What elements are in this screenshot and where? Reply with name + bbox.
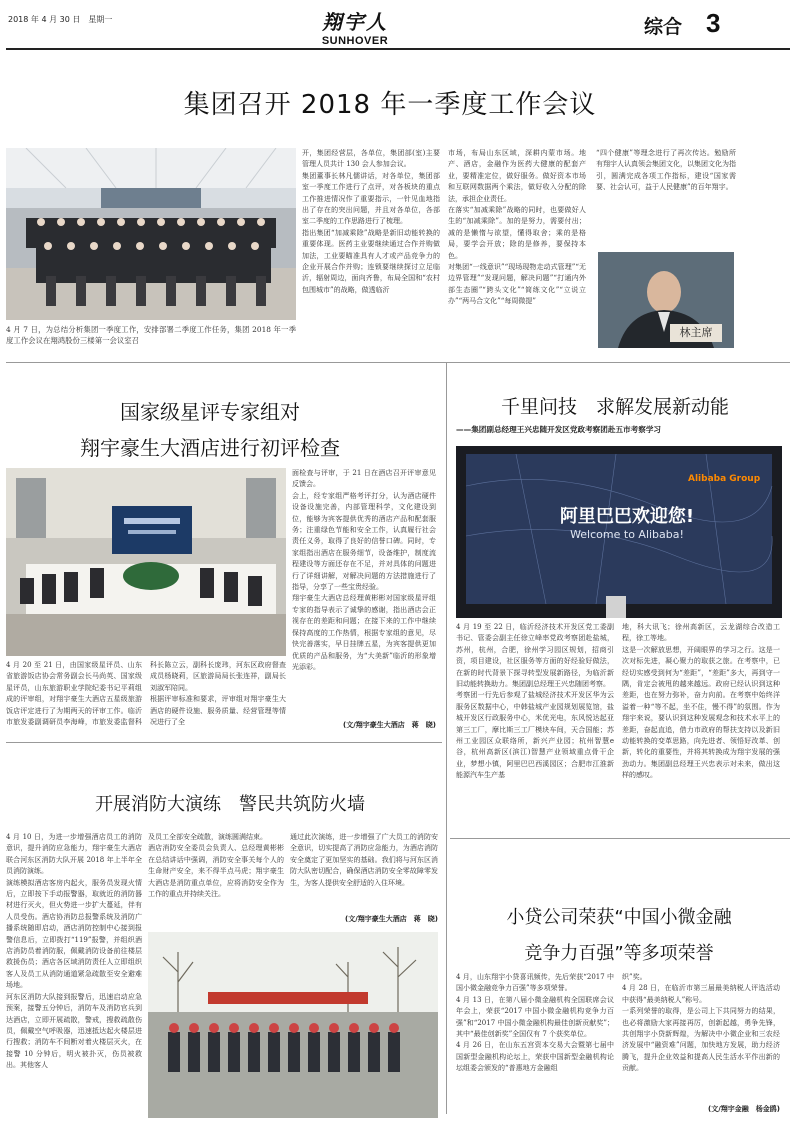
article3-subtitle: ——集团副总经理王兴忠随开发区党政考察团赴五市考察学习 <box>456 425 662 434</box>
article4-col2-text: 及员工全部安全疏散，演练圆满结束。 酒店消防安全委员会负责人、总经理黄彬彬在总结讲话中强调，消防安全事关每个人的生命财产安全，来不得半点马虎；翔宇豪生大酒店是消防重点单位，应将消防安全作为工作的重点并持续关注。 <box>148 833 284 899</box>
article3-column-2 <box>622 622 780 830</box>
screen-welcome-cn: 阿里巴巴欢迎您! <box>559 506 695 527</box>
article3-col2-text: 地，科大讯飞；徐州高新区，云龙湖综合改造工程，徐工等地。 这是一次解放思想，开阔眼界的学习之行。这是一次对标先进，凝心聚力的取获之旅。在考察中，已经切实感受到何为“差距”，“差距”多大，再到守一隅，肯定会被甩的越来越远。政府已经认识到这种差距，也在努力弥补，奋力向前。在考察中始终洋溢着一种“等不起，坐不住，慢不得”的氛围。作为翔宇来说，要认识到这种发展观念和技术水平上的差距，奋起直追，借力市政府的帮扶支持以及新旧动能转换的变革思路，向先进者、领悟好改革、创新，转化的重要性，并将其转换成为翔宇发展的强劲动力。集团副总经理王兴忠表示对未来，做出这样的感叹。 <box>622 623 780 780</box>
article5-column-2 <box>622 972 780 1104</box>
article1-col3-text: “四个健康”等理念进行了再次传达。勉励所有翔宇人认真领会集团文化，以集团文化为指引，圆满完成各项工作指标，建设“国家需要、社会认可，益于人民健康”的百年翔宇。 <box>596 149 736 192</box>
section-name: 综合 <box>644 16 683 38</box>
alibaba-visit-photo <box>456 446 782 618</box>
divider <box>6 742 442 743</box>
article1-photo-caption: 4 月 7 日，为总结分析集团一季度工作，安排部署二季度工作任务，集团 2018 年一季度工作会议在翔鸿股份三楼第一会议室召 <box>6 325 296 346</box>
article2-intro-paragraph: 4 月 20 至 21 日，由国家级星评员、山东省旅游饭店协会常务副会长马尚英、国家级星评员，山东旅游职业学院纪委书记平莉组成的评审组，对翔宇豪生大酒店五星级旅游饭店评定进行了为期两天的评审工作。临沂市旅发委副调研员李海峰，市旅发委监督科科长陈立云，副科长庞玮，河东区政府督查成员杨晓莉，区旅游局局长张连祥，副局长刘淑军陪同。 根据评审标准和要求，评审组对翔宇豪生大酒店的硬件设施、服务质量、经营管理等情况进行了全 <box>6 661 286 727</box>
article1-col1-text: 开，集团经营层，各单位，集团部(室)主要管理人员共计 130 会人参加会议。 集团董事长林凡儒讲话，对各单位，集团部室一季度工作进行了点评，对各板块的重点工作推进情况作了重要指示，一针见血地指出了存在的突出问题，并且对各单位，各部室二季度的工作思路进行了梳理。 指出集团“加减乘除”战略是新旧动能转换的重要体现。医药主业要继续通过合作并购做加法，工业要瞄准具有人才或产品竞争力的企业开展合作并购；连锁要继续探讨立足临沂，辐射周边，面向齐鲁，布局全国和“农村包围城市”的战略，做透临沂 <box>302 149 440 294</box>
article5-title <box>456 900 782 972</box>
logo-chinese-name: 翔宇人 <box>322 10 388 34</box>
article3-title: 千里问技 求解发展新动能 <box>500 396 729 418</box>
chairman-portrait <box>598 252 734 348</box>
article2-title-line2: 翔宇豪生大酒店进行初评检查 <box>80 436 340 460</box>
divider <box>6 362 790 363</box>
divider <box>446 362 447 1114</box>
article2-title <box>20 394 400 466</box>
page-number: 3 <box>706 8 721 38</box>
portrait-name-plate: 林主席 <box>670 324 722 342</box>
hotel-inspection-photo <box>6 468 286 656</box>
article2-body <box>292 468 436 716</box>
article5-col1-text: 4 月，山东翔宇小贷喜讯频传，先后荣获“2017 中国小微金融竞争力百强”等多项荣誉。 4 月 13 日，在第八届小微金融机构全国联席会议年会上，荣获“2017 中国小微金融机构竞争力百强”和“2017 中国小微金融机构最佳创新贡献奖”；其中“最佳创新奖”全国仅有 7 个获奖单位。 4 月 26 日，在山东五宫资本交易大会暨第七届中国新型金融机构论坛上，荣获中国新型金融机构论坛组委会颁发的“普惠地方金融组 <box>456 973 614 1073</box>
article1-column-2 <box>448 148 586 348</box>
article4-column-3 <box>290 832 438 912</box>
article4-col3-text: 通过此次演练，进一步增强了广大员工的消防安全意识，切实提高了消防应急能力，为酒店消防安全奠定了更加坚实的基础。我们将与河东区消防大队密切配合，确保酒店消防安全零故障零发生，为客人提供安全舒适的入住环境。 <box>290 833 438 887</box>
issue-date: 2018 年 4 月 30 日 星期一 <box>8 15 113 24</box>
article1-title: 集团召开 2018 年一季度工作会议 <box>183 90 597 120</box>
masthead-logo <box>300 6 410 47</box>
article2-intro-text <box>6 660 286 732</box>
logo-english-name: SUNHOVER <box>321 35 389 47</box>
article3-col1-text: 4 月 19 至 22 日，临沂经济技术开发区党工委副书记、管委会副主任徐立峰率党政考察团赴盐城，苏州，杭州，合肥，徐州学习园区规划，招商引资，项目建设，社区服务等方面的好经验好做法，在新的时代背景下探寻转型发展新路径，为临沂新旧动能转换助力。集团副总经理王兴忠随团考察。 考察团一行先后参观了盐城经济技术开发区华为云服务区数据中心，中韩盐城产业园规划展览馆，盐城开发区行政服务中心，米优光电，东风悦达起亚第三工厂，摩比斯三工厂模块车间，天合国能；苏州工业园区众联络所，新兴产业园；杭州智慧e谷，杭州高新区(滨江)智慧产业领域重点骨干企业，梦想小镇，阿里巴巴西溪园区；合肥市江淮新能源汽车生产基 <box>456 623 614 780</box>
article4-byline: (文/翔宇豪生大酒店 蒋 晓) <box>345 915 438 923</box>
article1-column-3 <box>596 148 736 248</box>
article5-col2-text: 织”奖。 4 月 28 日，在临沂市第三届最美纳税人评选活动中获得“最美纳税人”称号。 一系列荣誉的取得，是公司上下共同努力的结果，也必将激励大家再接再厉，创新起越，勇争先锋，共创翔宇小贷新辉煌，为解决中小微企业和三农经济发展中“融资难”问题，加快地方发展，助力经济腾飞，提升企业效益和提高人民生活水平作出新的贡献。 <box>622 973 780 1073</box>
divider <box>450 838 790 839</box>
article5-column-1 <box>456 972 614 1118</box>
header-rule <box>6 48 790 50</box>
group-meeting-photo <box>6 148 296 320</box>
article3-column-1 <box>456 622 614 830</box>
screen-brand: Alibaba Group <box>688 474 761 484</box>
article1-column-1 <box>302 148 440 348</box>
article4-column-2 <box>148 832 284 912</box>
article2-body-text: 面检查与评审，于 21 日在酒店召开评审意见反馈会。 会上，经专家组严格考评打分，认为酒店硬件设备设施完善，内部管理科学，文化建设到位，能够为宾客提供优秀的酒店产品和配套服务；注重绿色节能和安全工作，认真履行社会责任义务，取得了良好的信誉口碑。同时，专家组指出酒店在服务细节，设备维护，制度流程建设等方面还存在不足，并对具体的问题进行了详细讲解，对解决问题的方法措施进行了指导，分享了一些宝贵经验。 翔宇豪生大酒店总经理黄彬彬对国家级星评组专家的指导表示了诚挚的感谢，指出酒店会正视存在的差距和问题；在接下来的工作中继续保持高度的工作热情，根据专家组的意见，尽快完善落实，早日挂牌五星，为宾客提供更加优质的产品和服务，为“大美新”临沂的形象增光添彩。 <box>292 469 436 671</box>
fire-drill-photo <box>148 932 438 1118</box>
article2-byline: (文/翔宇豪生大酒店 蒋 晓) <box>343 721 436 729</box>
article4-column-1 <box>6 832 142 1116</box>
article4-title: 开展消防大演练 警民共筑防火墙 <box>95 794 365 815</box>
article5-title-line1: 小贷公司荣获“中国小微金融 <box>506 907 732 928</box>
article4-col1-text: 4 月 10 日，为进一步增强酒店员工的消防意识，提升消防应急能力，翔宇豪生大酒店联合河东区消防大队开展 2018 年上半年全员消防演练。 演练模拟酒店客房内起火，服务员发现火情后，立即按下手动报警器，取就近的消防器材进行灭火，但火势进一步扩大蔓延，伴有人员受伤。酒店协消防总报警系统及消防广播系统随即启动，酒店消防控制中心接到报警信息后，立即拨打“119”报警，并组织酒店消防员着消防服，佩戴消防设备前往楼层救援伤员；酒店各区域消防责任人立即组织客人及员工从消防通道紧急疏散至安全避难场地。 河东区消防大队接到报警后，迅速启动应急预案，接警五分钟后，消防车及消防官兵到达酒店，立即开展疏散，警戒，搜救疏散伤员，佩戴空气呼吸器，迅速抵达起火楼层进行搜救；消防车不间断对着火楼层灭火，在接警 10 分钟后，明火被扑灭，伤员被救出。其他客人 <box>6 833 142 1070</box>
screen-welcome-en: Welcome to Alibaba! <box>570 528 684 541</box>
article5-byline: (文/翔宇金融 杨金鸥) <box>708 1105 780 1113</box>
article1-col2-text: 市场，布局山东区域，深耕内蒙市场。地产、酒店，金融作为医药大健康的配套产业，要精准定位，做好服务。做好资本市场和互联网数据两个乘法，做好收入分配的除法，承担企业责任。 在落实“加减乘除”战略的同时，也要做好人生的“加减乘除”。加的是努力，需要付出；减的是懒惰与欲望，懂得取舍；乘的是格局，要学会开放；除的是修养，要保持本色。 对集团“一线意识”“现场现物走动式管理”“无边界管理”“发现问题，解决问题”“打通内外部生态圈”“跨头文化”“简练文化”“立说立办”“两马合文化”“每周微提” <box>448 149 586 306</box>
article5-title-line2: 竞争力百强”等多项荣誉 <box>524 943 714 964</box>
article2-title-line1: 国家级星评专家组对 <box>120 400 300 424</box>
